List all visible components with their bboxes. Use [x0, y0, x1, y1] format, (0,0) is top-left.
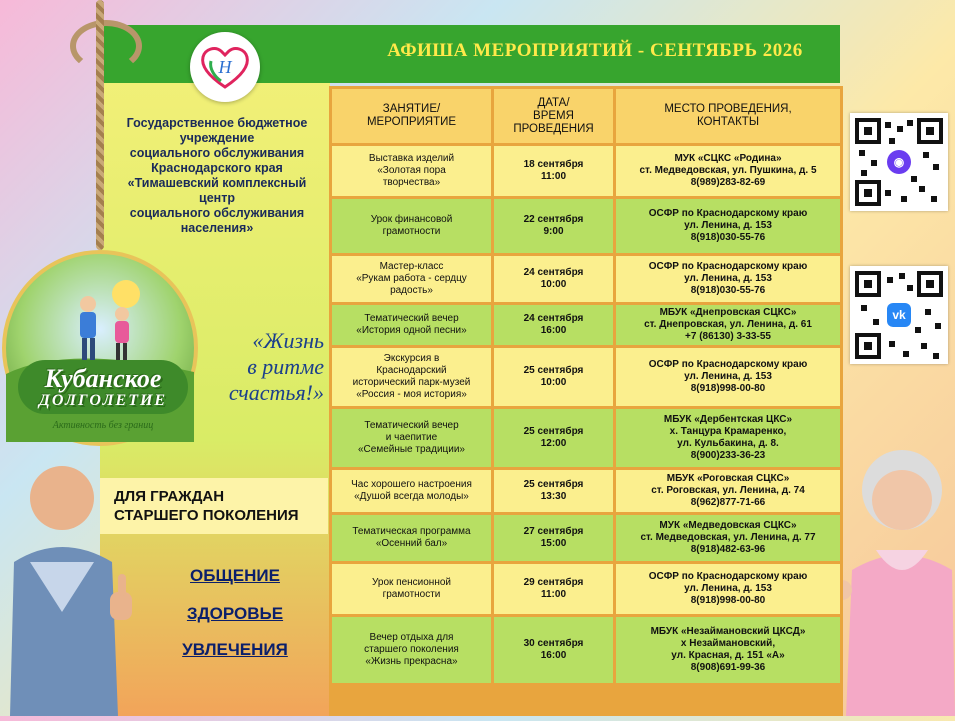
elderly-woman-photo	[836, 440, 955, 716]
place-cell-line: 8(918)030-55-76	[690, 232, 766, 243]
badge-title-line2: ДОЛГОЛЕТИЕ	[38, 392, 168, 409]
date-cell-line: 24 сентября	[523, 267, 584, 278]
event-cell-line: Краснодарский	[376, 365, 447, 376]
place-cell-line: МУК «Медведовская СЦКС»	[659, 520, 797, 531]
place-cell-line: ул. Ленина, д. 153	[684, 583, 772, 594]
event-cell-line: Вечер отдыха для	[369, 632, 454, 643]
place-cell-line: МБУК «Днепровская СЦКС»	[659, 307, 797, 318]
event-cell-line: Тематический вечер	[364, 313, 459, 324]
slogan-line: «Жизнь	[252, 328, 324, 353]
table-row	[332, 409, 840, 467]
event-cell	[332, 348, 491, 406]
date-cell	[494, 146, 613, 196]
event-cell-line: «Осенний бал»	[375, 538, 448, 549]
date-cell-line: 10:00	[540, 377, 567, 388]
event-cell-line: и чаепитие	[385, 432, 438, 443]
event-cell-line: «Душой всегда молоды»	[354, 491, 469, 502]
place-cell-line: ОСФР по Краснодарскому краю	[648, 208, 808, 219]
place-cell-line: МБУК «Дербентская ЦКС»	[663, 414, 793, 425]
header-place: МЕСТО ПРОВЕДЕНИЯ, КОНТАКТЫ	[616, 89, 840, 143]
event-cell-line: грамотности	[382, 589, 441, 600]
place-cell-line: ОСФР по Краснодарскому краю	[648, 571, 808, 582]
event-cell	[332, 617, 491, 683]
place-cell-line: +7 (86130) 3-33-55	[685, 331, 771, 342]
date-cell-line: 25 сентября	[523, 365, 584, 376]
badge-title	[18, 360, 188, 414]
date-cell-line: 11:00	[540, 589, 567, 600]
event-cell	[332, 305, 491, 345]
theme-communication: ОБЩЕНИЕ	[190, 566, 280, 585]
org-line: социального обслуживания	[129, 146, 305, 160]
event-cell-line: «Россия - моя история»	[356, 389, 467, 400]
date-cell-line: 10:00	[540, 279, 567, 290]
event-cell-line: творчества»	[382, 177, 441, 188]
place-cell-line: 8(900)233-36-23	[690, 450, 766, 461]
place-cell-line: ул. Ленина, д. 153	[684, 273, 772, 284]
thumbs-up-icon	[110, 592, 132, 620]
date-cell	[494, 199, 613, 253]
date-cell-line: 27 сентября	[523, 526, 584, 537]
date-cell-line: 25 сентября	[523, 426, 584, 437]
table-row	[332, 256, 840, 302]
place-cell-line: ОСФР по Краснодарскому краю	[648, 261, 808, 272]
logo-letter: Н	[218, 57, 232, 77]
event-cell	[332, 409, 491, 467]
event-cell-line: Тематическая программа	[352, 526, 471, 537]
table-row	[332, 564, 840, 614]
event-cell-line: Час хорошего настроения	[351, 479, 472, 490]
heart-logo-icon	[190, 32, 260, 102]
badge-motto: Активность без границ	[52, 420, 154, 431]
date-cell-line: 24 сентября	[523, 313, 584, 324]
event-cell-line: «Золотая пора	[377, 165, 446, 176]
longevity-badge	[2, 250, 198, 446]
qr-code-vk[interactable]	[850, 266, 948, 364]
event-cell-line: Мастер-класс	[379, 261, 444, 272]
place-cell-line: МУК «СЦКС «Родина»	[674, 153, 782, 164]
date-cell-line: 16:00	[540, 650, 567, 661]
place-cell	[616, 564, 840, 614]
date-cell-line: 25 сентября	[523, 479, 584, 490]
slogan-line: счастья!»	[228, 380, 324, 405]
org-line: социального обслуживания	[129, 206, 305, 220]
event-cell	[332, 146, 491, 196]
org-line: Краснодарского края	[151, 161, 283, 175]
hanging-rope	[96, 0, 104, 250]
table-row	[332, 348, 840, 406]
date-cell	[494, 348, 613, 406]
event-cell-line: Тематический вечер	[364, 420, 459, 431]
table-row	[332, 515, 840, 561]
place-cell-line: 8(918)998-00-80	[690, 595, 766, 606]
place-cell	[616, 617, 840, 683]
table-row	[332, 470, 840, 512]
date-cell-line: 11:00	[540, 171, 567, 182]
org-line: населения»	[180, 221, 254, 235]
place-cell-line: ст. Роговская, ул. Ленина, д. 74	[651, 485, 805, 496]
place-cell-line: 8(918)030-55-76	[690, 285, 766, 296]
audience-line2: СТАРШЕГО ПОКОЛЕНИЯ	[114, 507, 299, 524]
date-cell	[494, 470, 613, 512]
event-cell-line: Выставка изделий	[368, 153, 455, 164]
date-cell-line: 30 сентября	[523, 638, 584, 649]
header-event: ЗАНЯТИЕ/ МЕРОПРИЯТИЕ	[332, 89, 491, 143]
events-table	[329, 86, 843, 716]
theme-hobbies: УВЛЕЧЕНИЯ	[182, 640, 288, 659]
slogan	[198, 328, 324, 406]
place-cell	[616, 409, 840, 467]
event-cell-line: «Жизнь прекрасна»	[365, 656, 458, 667]
date-cell	[494, 256, 613, 302]
event-cell-line: Урок пенсионной	[371, 577, 452, 588]
date-cell-line: 15:00	[540, 538, 567, 549]
table-row	[332, 146, 840, 196]
date-cell-line: 16:00	[540, 325, 567, 336]
place-cell	[616, 146, 840, 196]
event-cell	[332, 515, 491, 561]
organization-name	[108, 116, 326, 236]
event-cell	[332, 256, 491, 302]
date-cell	[494, 564, 613, 614]
page-title: АФИША МЕРОПРИЯТИЙ - СЕНТЯБРЬ 2026	[387, 40, 803, 61]
event-cell-line: «История одной песни»	[356, 325, 467, 336]
event-cell-line: грамотности	[382, 226, 441, 237]
place-cell	[616, 470, 840, 512]
place-cell-line: ул. Красная, д. 151 «А»	[671, 650, 785, 661]
place-cell-line: ул. Ленина, д. 153	[684, 371, 772, 382]
place-cell	[616, 199, 840, 253]
place-cell-line: 8(962)877-71-66	[690, 497, 766, 508]
place-cell-line: ул. Ленина, д. 153	[684, 220, 772, 231]
place-cell-line: 8(918)998-00-80	[690, 383, 766, 394]
org-line: центр	[199, 191, 235, 205]
place-cell-line: ул. Кульбакина, д. 8.	[677, 438, 779, 449]
event-cell-line: исторический парк-музей	[352, 377, 471, 388]
date-cell-line: 9:00	[543, 226, 564, 237]
event-cell	[332, 564, 491, 614]
place-cell-line: МБУК «Незаймановский ЦКСД»	[650, 626, 806, 637]
event-cell-line: радость»	[390, 285, 433, 296]
qr-code-max[interactable]	[850, 113, 948, 211]
place-cell	[616, 256, 840, 302]
event-cell-line: Урок финансовой	[370, 214, 453, 225]
place-cell-line: ст. Днепровская, ул. Ленина, д. 61	[644, 319, 812, 330]
event-cell-line: «Семейные традиции»	[357, 444, 465, 455]
table-row	[332, 617, 840, 683]
place-cell-line: х Незаймановский,	[680, 638, 776, 649]
place-cell-line: ст. Медведовская, ул. Пушкина, д. 5	[639, 165, 817, 176]
date-cell	[494, 515, 613, 561]
rope-loop	[70, 20, 142, 72]
place-cell	[616, 348, 840, 406]
theme-health: ЗДОРОВЬЕ	[186, 604, 284, 623]
slogan-line: в ритме	[247, 354, 324, 379]
org-line: «Тимашевский комплексный	[127, 176, 307, 190]
elderly-man-photo	[0, 462, 140, 716]
event-cell-line: старшего поколения	[364, 644, 459, 655]
date-cell-line: 13:30	[540, 491, 567, 502]
place-cell-line: ОСФР по Краснодарскому краю	[648, 359, 808, 370]
date-cell-line: 18 сентября	[523, 159, 584, 170]
date-cell	[494, 409, 613, 467]
place-cell-line: ст. Медведовская, ул. Ленина, д. 77	[640, 532, 816, 543]
event-cell	[332, 470, 491, 512]
event-cell-line: «Рукам работа - сердцу	[356, 273, 467, 284]
table-header-row	[332, 89, 840, 143]
header-date: ДАТА/ ВРЕМЯ ПРОВЕДЕНИЯ	[494, 89, 613, 143]
place-cell-line: МБУК «Роговская СЦКС»	[666, 473, 790, 484]
place-cell	[616, 305, 840, 345]
event-cell-line: Экскурсия в	[383, 353, 440, 364]
place-cell-line: 8(918)482-63-96	[690, 544, 766, 555]
table-row	[332, 305, 840, 345]
place-cell-line: 8(908)691-99-36	[690, 662, 766, 673]
table-row	[332, 199, 840, 253]
vk-icon: vk	[887, 303, 911, 327]
org-line: учреждение	[179, 131, 255, 145]
place-cell-line: х. Танцура Крамаренко,	[669, 426, 787, 437]
max-messenger-icon: ◉	[887, 150, 911, 174]
org-line: Государственное бюджетное	[126, 116, 308, 130]
event-cell	[332, 199, 491, 253]
date-cell	[494, 305, 613, 345]
place-cell	[616, 515, 840, 561]
date-cell	[494, 617, 613, 683]
date-cell-line: 22 сентября	[523, 214, 584, 225]
badge-title-line1: Кубанское	[44, 364, 162, 393]
date-cell-line: 29 сентября	[523, 577, 584, 588]
date-cell-line: 12:00	[540, 438, 567, 449]
audience-line1: ДЛЯ ГРАЖДАН	[114, 488, 225, 505]
place-cell-line: 8(989)283-82-69	[690, 177, 766, 188]
